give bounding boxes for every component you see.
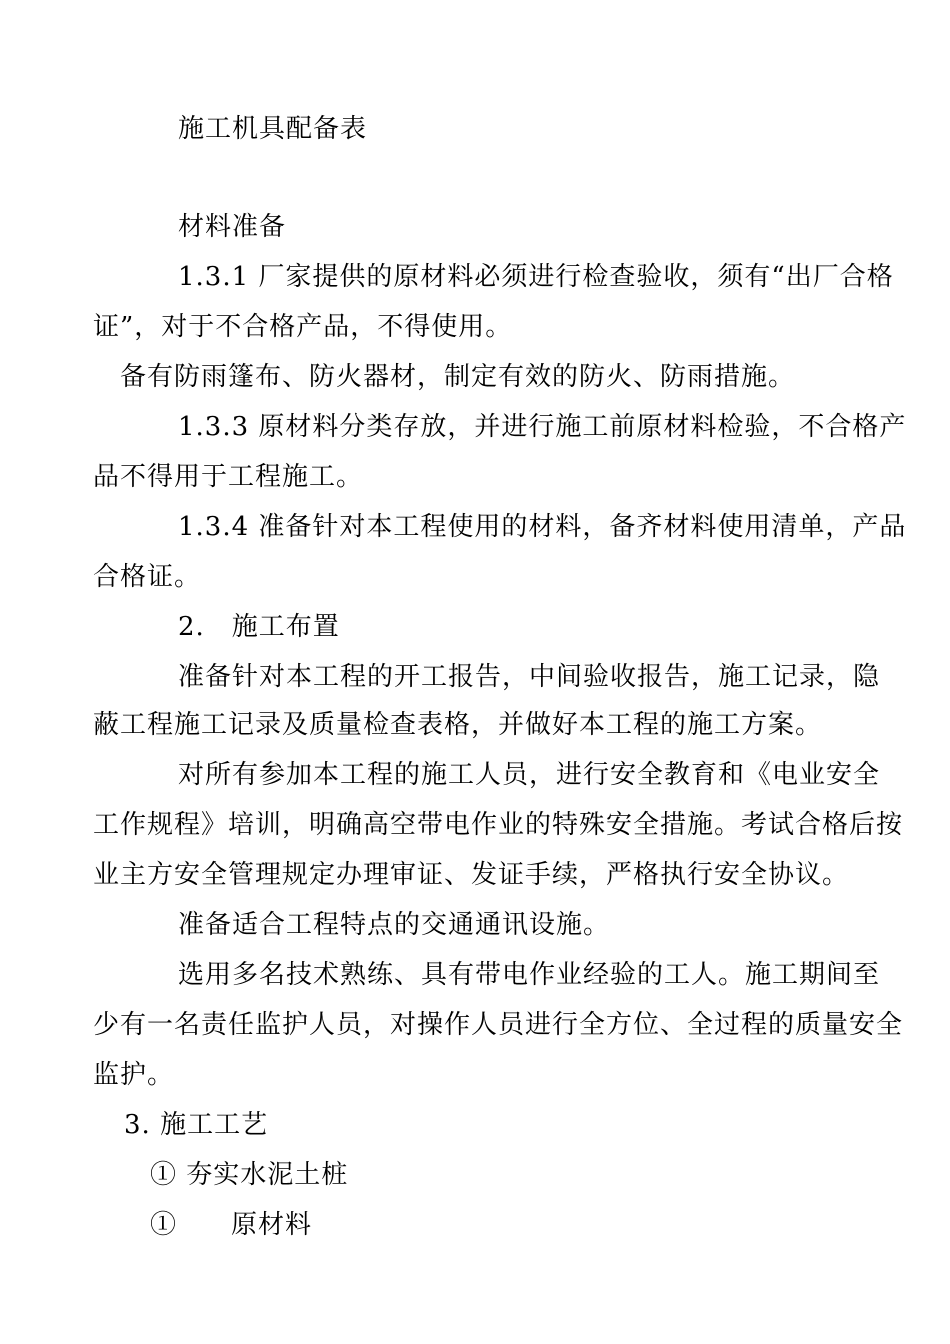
doc-line-7: 品不得用于工程施工。	[93, 462, 364, 492]
doc-line-16: 准备适合工程特点的交通通讯设施。	[178, 910, 611, 940]
doc-line-3: 1.3.1 厂家提供的原材料必须进行检查验收，须有“出厂合格	[178, 262, 894, 292]
doc-line-21: ① 夯实水泥土桩	[150, 1160, 349, 1190]
doc-line-5: 备有防雨篷布、防火器材，制定有效的防火、防雨措施。	[120, 362, 796, 392]
doc-line-12: 蔽工程施工记录及质量检查表格，并做好本工程的施工方案。	[93, 710, 823, 740]
doc-line-2: 材料准备	[178, 212, 287, 242]
doc-line-9: 合格证。	[93, 562, 202, 592]
doc-line-11: 准备针对本工程的开工报告，中间验收报告，施工记录，隐	[178, 662, 881, 692]
doc-line-22: ① 原材料	[150, 1210, 313, 1240]
doc-line-17: 选用多名技术熟练、具有带电作业经验的工人。施工期间至	[178, 960, 881, 990]
doc-line-1: 施工机具配备表	[178, 114, 368, 144]
doc-line-4: 证”，对于不合格产品，不得使用。	[93, 312, 513, 342]
doc-line-18: 少有一名责任监护人员，对操作人员进行全方位、全过程的质量安全	[93, 1010, 904, 1040]
doc-line-10: 2. 施工布置	[178, 612, 340, 642]
doc-line-14: 工作规程》培训，明确高空带电作业的特殊安全措施。考试合格后按	[93, 810, 904, 840]
doc-line-20: 3. 施工工艺	[124, 1110, 269, 1140]
doc-line-6: 1.3.3 原材料分类存放，并进行施工前原材料检验，不合格产	[178, 412, 907, 442]
doc-line-13: 对所有参加本工程的施工人员，进行安全教育和《电业安全	[178, 760, 881, 790]
doc-line-15: 业主方安全管理规定办理审证、发证手续，严格执行安全协议。	[93, 860, 850, 890]
doc-line-8: 1.3.4 准备针对本工程使用的材料，备齐材料使用清单，产品	[178, 512, 907, 542]
doc-line-19: 监护。	[93, 1060, 175, 1090]
